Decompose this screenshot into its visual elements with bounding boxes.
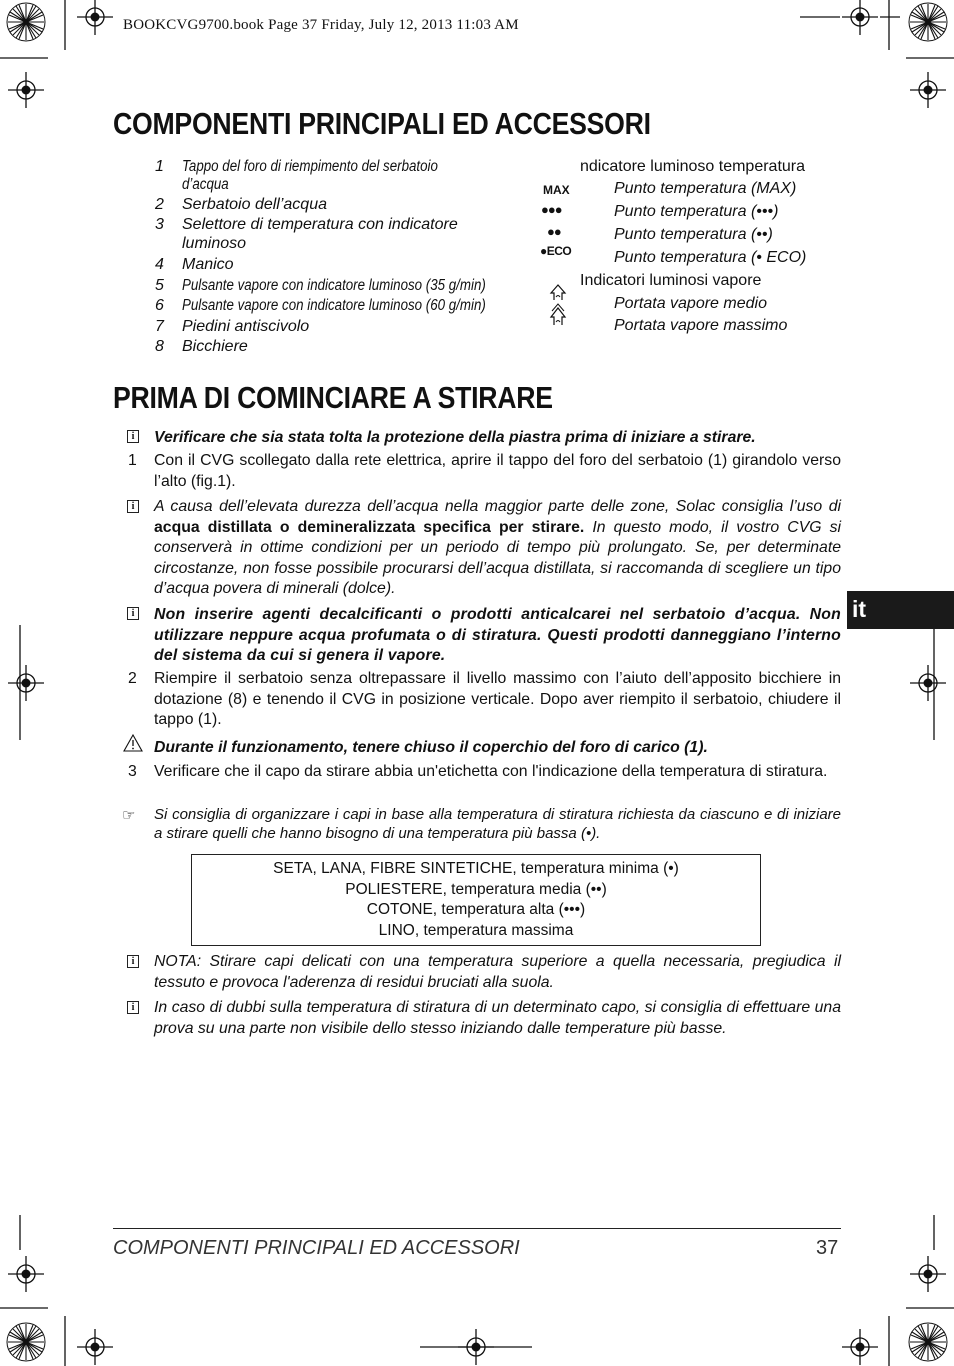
step-number: 3: [128, 763, 137, 780]
temp-point-label: Punto temperatura (• ECO): [614, 249, 807, 266]
component-label: Pulsante vapore con indicatore luminoso (60 g/min): [182, 297, 486, 314]
component-label-cont: d’acqua: [182, 176, 229, 193]
table-row: COTONE, temperatura alta (•••): [366, 901, 586, 919]
components-list: [155, 158, 545, 358]
component-number: 7: [155, 318, 164, 335]
note-text: In questo modo, il vostro CVG si conserverà in ottime condizioni per un periodo di tempo più prolungato. Se, per determinate circostanze, non fosse possibile procurarsi dell’acqua distillata, si raccomanda di scegliere un tipo d’acqua povera di minerali (dolce).: [154, 518, 841, 598]
two-dots-symbol: ●●: [547, 224, 561, 239]
hand-pointer-icon: ☞: [122, 807, 136, 824]
step-1-text: Con il CVG scollegato dalla rete elettrica, aprire il tappo del foro del serbatoio (1) girandolo verso l’alto (fig.1).: [154, 452, 841, 490]
temp-point-label: Punto temperatura (•••): [614, 203, 779, 220]
steam-indicator-heading: Indicatori luminosi vapore: [580, 272, 762, 289]
component-label: Tappo del foro di riempimento del serbatoio: [182, 158, 438, 175]
steam-medium-icon: [549, 282, 567, 302]
table-row: SETA, LANA, FIBRE SINTETICHE, temperatura minima (•): [273, 860, 679, 877]
component-number: 1: [155, 158, 164, 175]
footer-rule: [113, 1228, 841, 1229]
info-icon: i: [127, 500, 139, 513]
language-tab[interactable]: it: [847, 591, 954, 629]
tip-organize-garments: Si consiglia di organizzare i capi in base alla temperatura di stiratura richiesta da ciascuno e di iniziare a stirare quelli che hanno bisogno di una temperatura più bassa (•).: [154, 806, 841, 842]
note-delicate-garments: NOTA: Stirare capi delicati con una temperatura superiore a quella necessaria, pregiudica il tessuto e provoca l'aderenza di residui bruciati alla suola.: [154, 953, 841, 991]
note-remove-protection: Verificare che sia stata tolta la protezione della piastra prima di iniziare a stirare.: [154, 429, 756, 446]
step-3-text: Verificare che il capo da stirare abbia un'etichetta con l'indicazione della temperatura di stiratura.: [154, 763, 828, 780]
step-number: 2: [128, 670, 137, 687]
temp-point-label: Punto temperatura (MAX): [614, 180, 797, 197]
section-title-before-ironing: PRIMA DI COMINCIARE A STIRARE: [113, 380, 553, 415]
info-icon: i: [127, 955, 139, 968]
component-label: Piedini antiscivolo: [182, 318, 310, 335]
note-text: A causa dell’elevata durezza dell’acqua nella maggior parte delle zone, Solac consiglia l’uso di: [154, 498, 841, 515]
three-dots-symbol: ●●●: [541, 202, 562, 217]
steam-max-icon: [549, 303, 567, 327]
book-file-header: BOOKCVG9700.book Page 37 Friday, July 12, 2013 11:03 AM: [123, 17, 519, 33]
component-number: 4: [155, 256, 164, 273]
component-label-cont: luminoso: [182, 235, 247, 252]
note-test-temperature: In caso di dubbi sulla temperatura di stiratura di un determinato capo, si consiglia di effettuare una prova su una parte non visibile dello stesso iniziando dalle temperature più basse.: [154, 999, 841, 1037]
temp-indicator-heading: ndicatore luminoso temperatura: [580, 158, 806, 175]
component-label: Serbatoio dell’acqua: [182, 196, 327, 213]
component-label: Pulsante vapore con indicatore luminoso (35 g/min): [182, 277, 486, 294]
component-label: Selettore di temperatura con indicatore: [182, 216, 458, 233]
component-label: Manico: [182, 256, 234, 273]
warning-close-lid: Durante il funzionamento, tenere chiuso il coperchio del foro di carico (1).: [154, 739, 708, 756]
component-number: 5: [155, 277, 164, 294]
component-number: 8: [155, 338, 164, 355]
page-number: 37: [816, 1237, 839, 1259]
temperature-table: [191, 854, 761, 946]
steam-point-label: Portata vapore massimo: [614, 317, 788, 334]
info-icon: i: [127, 607, 139, 620]
temp-point-label: Punto temperatura (••): [614, 226, 773, 243]
note-no-descaler: Non inserire agenti decalcificanti o prodotti anticalcarei nel serbatoio d’acqua. Non utilizzare neppure acqua profumata o di stiratura. Questi prodotti danneggiano l’interno del sistema da cui si genera il vapore.: [154, 606, 841, 665]
info-icon: i: [127, 430, 139, 443]
section-title-components: COMPONENTI PRINCIPALI ED ACCESSORI: [113, 106, 651, 141]
component-label: Bicchiere: [182, 338, 248, 355]
table-row: LINO, temperatura massima: [378, 921, 574, 939]
note-emphasis: acqua distillata o demineralizzata specifica per stirare.: [154, 518, 585, 536]
footer-section-title: COMPONENTI PRINCIPALI ED ACCESSORI: [113, 1237, 520, 1259]
step-2-text: Riempire il serbatoio senza oltrepassare il livello massimo con l’aiuto dell’apposito bicchiere in dotazione (8) e tenendo il CVG in posizione verticale. Dopo aver riempito il serbatoio, chiudere il tappo (1).: [154, 670, 841, 729]
table-row: POLIESTERE, temperatura media (••): [345, 880, 607, 898]
steam-point-label: Portata vapore medio: [614, 295, 767, 312]
component-number: 6: [155, 297, 164, 314]
note-distilled-water: [154, 497, 841, 600]
step-number: 1: [128, 452, 137, 469]
max-symbol: MAX: [543, 183, 570, 197]
component-number: 3: [155, 216, 164, 233]
warning-icon: [123, 734, 143, 752]
info-icon: i: [127, 1001, 139, 1014]
component-number: 2: [155, 196, 164, 213]
eco-symbol: ●ECO: [540, 244, 572, 258]
